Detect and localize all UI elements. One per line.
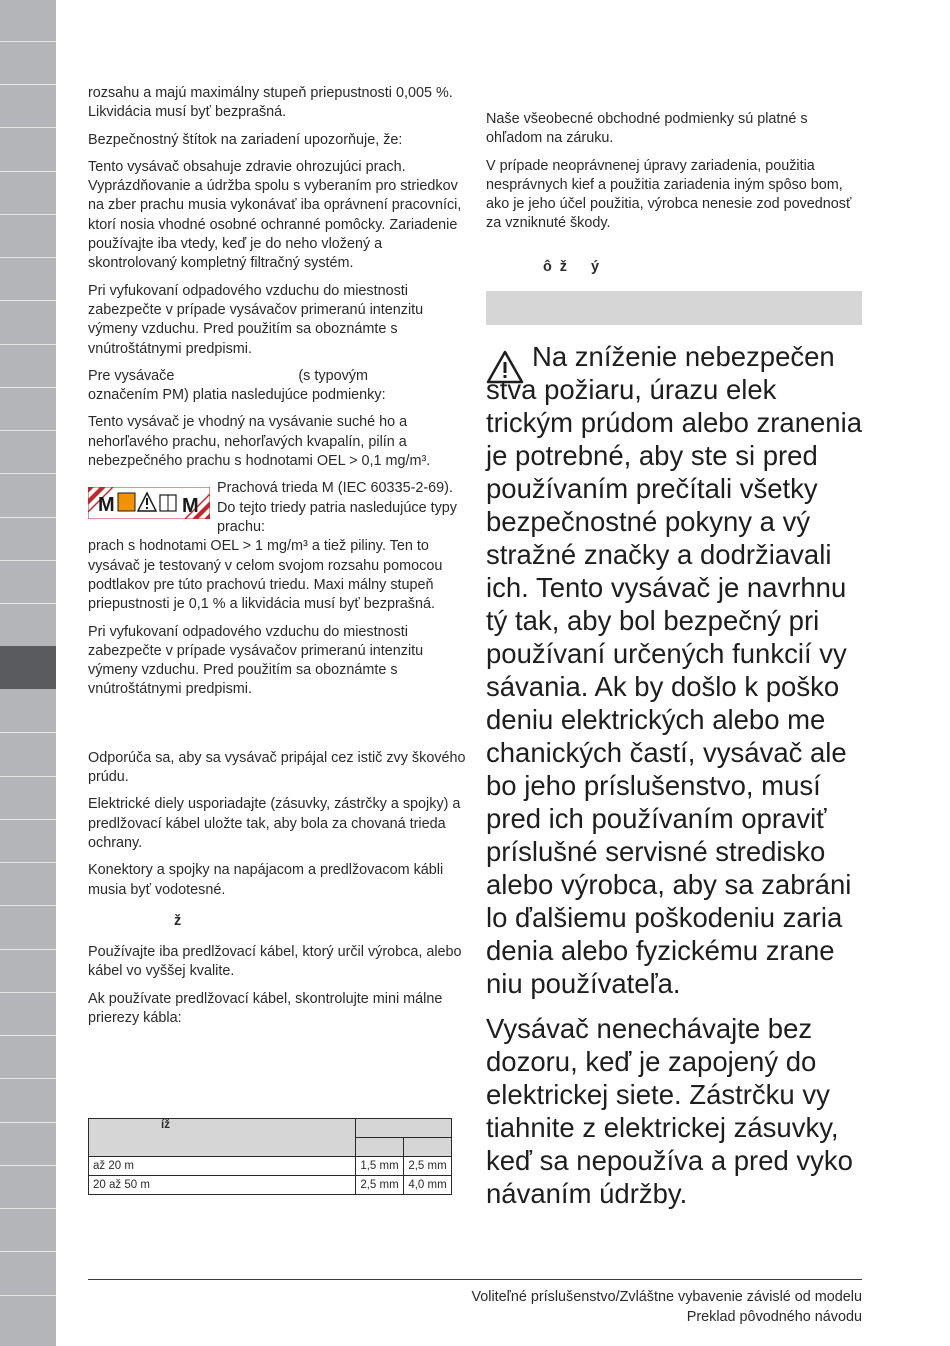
svg-text:M: M	[182, 495, 199, 518]
sidebar-tab-divider	[0, 387, 56, 388]
sidebar-tab-divider	[0, 603, 56, 604]
footer-line: Preklad pôvodného návodu	[686, 1308, 862, 1325]
sidebar-tab-divider	[0, 1035, 56, 1036]
sidebar-tab-divider	[0, 214, 56, 215]
sidebar-tab-divider	[0, 473, 56, 474]
sidebar-tab-divider	[0, 127, 56, 128]
table-header-cell	[356, 1119, 452, 1138]
sidebar-tab-divider	[0, 560, 56, 561]
sidebar-tab-divider	[0, 257, 56, 258]
warning-paragraph: Na zníženie nebezpečen stva požiaru, úrazu elek trickým prúdom alebo zranenia je potrebné, aby ste si pred používaním prečítali všetky bezpečnostné pokyny a vý stražné značky a dodržiavali ich. Tento vysávač je navrhnu tý tak, aby bol bezpečný pri používaní určených funkcií vy sávania. Ak by došlo k pоško deniu elektrických alebo me chanických častí, vysávač ale bo jeho príslušenstvo, musí pred ich používaním opraviť príslušné servisné stredisko alebo výrobca, aby sa zabráni lo ďalšiemu poškodeniu zaria denia alebo fyzickému zrane niu používateľa.	[486, 341, 863, 999]
table-cell: 2,5 mm	[356, 1176, 404, 1195]
table-cell: 20 až 50 m	[89, 1176, 356, 1195]
text: označením PM) platia nasledujúce podmienky:	[88, 387, 386, 404]
paragraph: prach s hodnotami OEL > 1 mg/m³ a tiež piliny. Ten to vysávač je testovaný v celom svojom rozsahu pomocou podtlakov pre túto prachovú triedu. Maxi málny stupeň priepustnosti je 0,1 % a likvidácia musí byť bezprašná.	[88, 538, 443, 613]
warning-band	[486, 291, 862, 325]
paragraph: Naše všeobecné obchodné podmienky sú platné s ohľadom na záruku.	[486, 111, 808, 147]
chapter-sidebar	[0, 0, 56, 1346]
cable-cross-section-table	[88, 1118, 452, 1195]
sidebar-tab-divider	[0, 171, 56, 172]
sidebar-tab-divider	[0, 1208, 56, 1209]
paragraph: Konektory a spojky na napájacom a predlžovacom kábli musia byť vodotesné.	[88, 862, 444, 898]
paragraph: Pri vyfukovaní odpadového vzduchu do miestnosti zabezpečte v prípade vysávačov primeranú intenzitu výmeny vzduchu. Pred použitím sa oboznámte s vnútroštátnymi predpismi.	[88, 623, 424, 698]
text: Pre vysávače	[88, 367, 175, 384]
footer-line: Voliteľné príslušenstvo/Zvláštne vybavenie závislé od modelu	[471, 1289, 862, 1305]
text: (s typovým	[298, 367, 368, 384]
sidebar-tab-divider	[0, 905, 56, 906]
table-header-cell	[404, 1138, 452, 1157]
sidebar-tab-divider	[0, 84, 56, 85]
section-heading: ž	[174, 912, 182, 929]
sidebar-tab-divider	[0, 949, 56, 950]
paragraph: Tento vysávač obsahuje zdravie ohrozujúci prach. Vyprázdňovanie a údržba spolu s vyberaním pro striedkov na zber prachu musia vykonávať iba oprávnení pracovníci, ktorí nosia vhodné osobné ochranné pomôcky. Zariadenie používajte iba vtedy, keď je do neho vložený a skontrolovaný kompletný filtračný systém.	[88, 158, 462, 272]
paragraph: Ak používate predlžovací kábel, skontrolujte mini málne prierezy kábla:	[88, 990, 443, 1026]
table-cell: 2,5 mm	[404, 1157, 452, 1176]
footer-divider	[88, 1279, 862, 1280]
footer	[471, 1288, 862, 1327]
dust-class-description: Prachová trieda M (IEC 60335-2-69). Do tejto triedy patria nasledujúce typy prachu:	[217, 480, 457, 535]
sidebar-tab-divider	[0, 1251, 56, 1252]
sidebar-tab-active	[0, 646, 56, 689]
left-column	[88, 84, 466, 1028]
sidebar-tab-divider	[0, 344, 56, 345]
paragraph-pm-conditions	[88, 367, 466, 406]
sidebar-tab-divider	[0, 862, 56, 863]
sidebar-tab-divider	[0, 1295, 56, 1296]
sidebar-tab-divider	[0, 517, 56, 518]
paragraph: Tento vysávač je vhodný na vysávanie suché ho a nehorľavého prachu, nehorľavých kvapalín, pilín a nebezpečného prachu s hodnotami OEL > 0,1 mg/m³.	[88, 414, 431, 470]
sidebar-tab-divider	[0, 300, 56, 301]
paragraph: Používajte iba predlžovací kábel, ktorý určil výrobca, alebo kábel vo vyššej kvalite.	[88, 944, 462, 980]
sidebar-tab-divider	[0, 41, 56, 42]
section-heading: ô ž ý	[543, 258, 599, 275]
warning-paragraph: Vysávač nenechávajte bez dozoru, keď je zapojený do elektrickej siete. Zástrčku vy tiahnite z elektrickej zásuvky, keď sa nepoužíva a pred vyko návaním údržby.	[486, 1013, 853, 1209]
paragraph: rozsahu a majú maximálny stupeň priepustnosti 0,005 %. Likvidácia musí byť bezprašná.	[88, 85, 453, 121]
table-header-row	[89, 1119, 452, 1138]
paragraph: Odporúča sa, aby sa vysávač pripájal cez istič zvy škového prúdu.	[88, 749, 466, 786]
paragraph: Bezpečnostný štítok na zariadení upozorňuje, že:	[88, 131, 403, 148]
svg-text:M: M	[98, 494, 115, 517]
sidebar-tab-divider	[0, 430, 56, 431]
sidebar-tab-divider	[0, 776, 56, 777]
table-header-cell	[89, 1119, 356, 1157]
dust-class-m-label-icon	[88, 487, 210, 519]
sidebar-tab-divider	[0, 819, 56, 820]
sidebar-tab-divider	[0, 732, 56, 733]
paragraph: Elektrické diely usporiadajte (zásuvky, zástrčky a spojky) a predlžovací kábel uložte tak, aby bola za chovaná trieda ochrany.	[88, 796, 461, 851]
sidebar-tab-divider	[0, 1122, 56, 1123]
table-row	[89, 1157, 452, 1176]
paragraph: Pri vyfukovaní odpadového vzduchu do miestnosti zabezpečte v prípade vysávačov primeranú intenzitu výmeny vzduchu. Pred použitím sa oboznámte s vnútroštátnymi predpismi.	[88, 282, 424, 357]
table-row	[89, 1176, 452, 1195]
table-header-text: íž	[161, 1119, 170, 1131]
table-cell: až 20 m	[89, 1157, 356, 1176]
paragraph: V prípade neoprávnenej úpravy zariadenia, použitia nesprávnych kief a použitia zariadenia iným spôso bom, ako je jeho účel použitia, výrobca nenesie zod povednosť za vzniknuté škody.	[486, 157, 852, 232]
table-cell: 4,0 mm	[404, 1176, 452, 1195]
sidebar-tab-divider	[0, 1165, 56, 1166]
sidebar-tab-divider	[0, 1078, 56, 1079]
dust-class-m-block	[88, 479, 466, 537]
table-header-cell	[356, 1138, 404, 1157]
sidebar-tab-divider	[0, 992, 56, 993]
safety-warning-text	[486, 340, 866, 1210]
right-column	[486, 110, 862, 277]
table-cell: 1,5 mm	[356, 1157, 404, 1176]
